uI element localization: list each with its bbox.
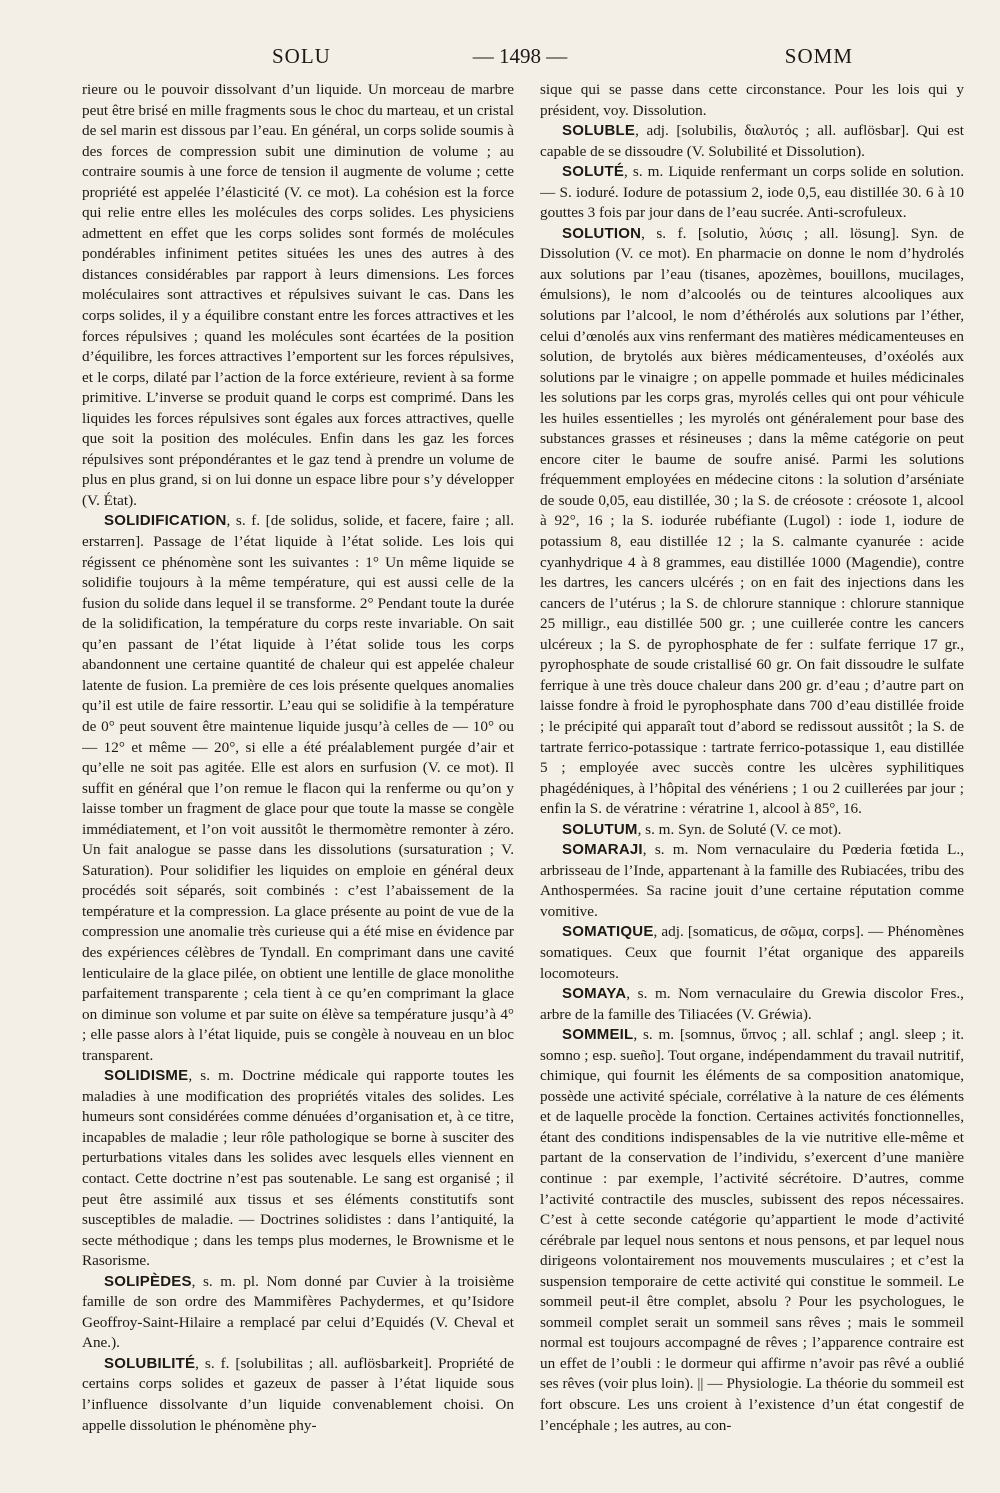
grammar-label: , s. f.: [226, 512, 261, 530]
entry-continuation: rieure ou le pouvoir dissolvant d’un liquide. Un morceau de marbre peut être brisé en mille fragments sous le choc du marteau, et un cristal de sel marin est dissous par l’eau. En général, un corps solide soumis à des forces de compression subit une diminution de volume ; au contraire soumis à une force de tension il augmente de volume ; cette propriété est appelée l’élasticité (V. ce mot). La cohésion est la force qui relie entre elles les molécules des corps solides. Les physiciens admettent en effet que les corps solides sont formés de molécules pondérables infiniment petites situées les unes des autres à des distances considérables par rapport à leurs dimensions. Les forces moléculaires sont attractives et répulsives suivant le cas. Dans les corps solides, il y a équilibre constant entre les forces attractives et les forces répulsives ; quand les molécules sont écartées de la position d’équilibre, les forces attractives l’emportent sur les forces répulsives, et le corps, dilaté par l’action de la force extérieure, revient à sa forme primitive. L’inverse se produit quand le corps est comprimé. Dans les liquides les forces répulsives sont égales aux forces attractives, quelle que soit la position des molécules. Enfin dans les gaz les forces répulsives sont prépondérantes et le gaz tend à prendre un volume de plus en plus grand, si on lui donne un espace libre pour s’y développer (V. État).: [82, 81, 514, 509]
grammar-label: , s. m.: [624, 163, 664, 181]
definition: [somaticus, de σῶμα, corps]. — Phénomènes somatiques. Ceux que fournit l’état organique des appareils locomoteurs.: [540, 923, 964, 982]
header-left-guide-word: SOLU: [272, 44, 331, 68]
headword: SOMATIQUE: [562, 923, 654, 941]
grammar-label: , s. m.: [633, 1026, 675, 1044]
headword: SOMMEIL: [562, 1026, 634, 1044]
definition: Nom vernaculaire du Grewia discolor Fres., arbre de la famille des Tiliacées (V. Gréwia).: [540, 985, 964, 1023]
headword: SOMAYA: [562, 985, 627, 1003]
entry-solidisme: [82, 1066, 514, 1271]
entry-somaya: [540, 984, 964, 1025]
left-column: [82, 80, 514, 1480]
entry-solipedes: [82, 1272, 514, 1354]
entry-continuation: sique qui se passe dans cette circonstance. Pour les lois qui y président, voy. Dissolution.: [540, 81, 964, 119]
headword: SOLUTÉ: [562, 163, 625, 181]
definition: [de solidus, solide, et facere, faire ; all. erstarren]. Passage de l’état liquide à l’état solide. Les lois qui régissent ce phénomène sont les suivantes : 1° Un même liquide se solidifie toujours à la même température, qui est aussi celle de la fusion du solide dans lequel il se transforme. 2° Pendant toute la durée de la solidification, la température du corps reste invariable. On sait qu’en passant de l’état liquide à l’état solide tous les corps abandonnent une certaine quantité de chaleur qui est appelée chaleur latente de fusion. La première de ces lois présente quelques anomalies qu’il est utile de faire ressortir. L’eau qui se solidifie à la température de 0° peut souvent être maintenue liquide jusqu’à celles de — 10° ou — 12° et même — 20°, si elle a été préalablement purgée d’air et qu’elle ne soit pas agitée. Elle est alors en surfusion (V. ce mot). Il suffit en général que l’on remue le flacon qui la renferme ou qu’on y laisse tomber un fragment de glace pour que toute la masse se congèle immédiatement, et l’on voit aussitôt le thermomètre remonter à zéro. Un fait analogue se passe dans les dissolutions (sursaturation ; V. Saturation). Pour solidifier les liquides on emploie en général deux procédés soit séparés, soit combinés : c’est l’abaissement de la température et la compression. La glace présente au point de vue de la compression une anomalie très curieuse qui a été mise en évidence par des expériences célèbres de Tyndall. En comprimant dans une cavité lenticulaire de la glace pilée, on obtient une lentille de glace monolithe parfaitement transparente ; cela tient à ce qu’en comprimant la glace on diminue son volume et par suite on élève sa température jusqu’à 4° ; elle passe alors à l’état liquide, puis se congèle à nouveau en un bloc transparent.: [82, 512, 514, 1064]
entry-solubilite: [82, 1354, 514, 1436]
headword: SOLIPÈDES: [104, 1272, 192, 1290]
entry-somaraji: [540, 840, 964, 922]
definition: Liquide renfermant un corps solide en solution. — S. ioduré. Iodure de potassium 2, iode 0,5, eau distillée 30. 6 à 10 gouttes 3 fois par jour dans de l’eau sucrée. Anti-scrofuleux.: [540, 163, 964, 222]
headword: SOMARAJI: [562, 841, 643, 859]
entry-sommeil: [540, 1025, 964, 1436]
definition: [somnus, ὕπνος ; all. schlaf ; angl. sleep ; it. somno ; esp. sueño]. Tout organe, indépendamment du travail nutritif, chimique, qui fournit les éléments de sa composition anatomique, possède une activité spéciale, corrélative à la nature de ces éléments et de laquelle procède la fonction. Certaines activités fonctionnelles, étant des conditions indispensables de la vie nutritive elle-même et partant de la conservation de l’individu, s’exercent d’une manière continue : par exemple, l’activité sécrétoire. D’autres, comme l’activité contractile des muscles, subissent des repos nécessaires. C’est à cette seconde catégorie qu’appartient le mode d’activité cérébrale par lequel nous sentons et nous pensons, et par lequel nous dirigeons volontairement nos mouvements musculaires ; et c’est la suspension temporaire de cette activité qui constitue le sommeil. Le sommeil peut-il être complet, absolu ? Pour les psychologues, le sommeil complet serait un sommeil sans rêves ; mais le sommeil normal est toujours accompagné de rêves ; l’apparence contraire est un effet de l’oubli : le dormeur qui affirme n’avoir pas rêvé a oublié ses rêves (voir plus loin). || — Physiologie. La théorie du sommeil est fort obscure. Les uns croient à l’existence d’un état congestif de l’encéphale ; les autres, au con-: [540, 1026, 964, 1434]
headword: SOLUTION: [562, 224, 642, 242]
definition: Nom donné par Cuvier à la troisième famille de son ordre des Mammifères Pachydermes, et qu’Isidore Geoffroy-Saint-Hilaire a remplacé par celui d’Equidés (V. Cheval et Ane.).: [82, 1272, 514, 1352]
entry-solidification: [82, 511, 514, 1066]
grammar-label: , s. f.: [641, 224, 687, 242]
grammar-label: , s. f.: [195, 1354, 230, 1372]
header-right-guide-word: SOMM: [784, 44, 853, 68]
entry-somatique: [540, 922, 964, 984]
headword: SOLUTUM: [562, 820, 638, 838]
definition: Nom vernaculaire du Pœderia fœtida L., arbrisseau de l’Inde, appartenant à la famille des Rubiacées, tribu des Anthospermées. Sa racine jouit d’une certaine réputation comme vomitive.: [540, 841, 964, 920]
definition: Syn. de Soluté (V. ce mot).: [674, 820, 842, 838]
grammar-label: , adj.: [635, 122, 669, 140]
definition: [solutio, λύσις ; all. lösung]. Syn. de Dissolution (V. ce mot). En pharmacie on donne le nom d’hydrolés aux solutions par l’eau (tisanes, apozèmes, bouillons, mucilages, émulsions), le nom d’alcoolés ou de teintures alcooliques aux solutions par l’alcool, le nom d’éthérolés aux solutions par l’éther, celui d’œnolés aux vins renfermant des matières médicamenteuses en solution, de brytolés aux bières médicamenteuses, d’oxéolés aux solutions par le vinaigre ; on appelle pommade et huiles médicinales les solutions par les corps gras, myrolés celles qui ont pour véhicule les huiles essentielles ; les myrolés ont généralement pour base des substances grasses et résineuses ; dans la même catégorie on peut encore citer le baume de soufre anisé. Parmi les solutions fréquemment employées en médecine citons : la solution d’arséniate de soude 0,05, eau distillée, 30 ; la S. de créosote : créosote 1, alcool à 92°, 16 ; la S. iodurée rubéfiante (Lugol) : iode 1, iodure de potassium 8, eau distillée 12 ; la S. calmante cyanurée : acide cyanhydrique 4 à 8 grammes, eau distillée 1000 (Magendie), contre les dartres, les cancers ulcérés ; on en fait des injections dans les cancers de l’utérus ; la S. de chlorure stannique : chlorure stannique 25 milligr., eau distillée 500 gr. ; une cuillerée contre les cancers ulcéreux ; la S. de pyrophosphate de fer : sulfate ferrique 17 gr., pyrophosphate de soude cristallisé 60 gr. On fait dissoudre le sulfate ferrique à une très douce chaleur dans 200 gr. d’eau ; d’autre part on laisse fondre à froid le pyrophosphate dans 700 d’eau distillée froide ; le précipité qui apparaît tout d’abord se redissout aussitôt ; la S. de tartrate ferrico-potassique : tartrate ferrico-potassique 1, eau distillée 5 ; employée avec succès contre les ulcères syphilitiques phagédéniques, à l’hôpital des vénériens ; 1 ou 2 cuillerées par jour ; enfin la S. de vératrine : vératrine 1, alcool à 85°, 16.: [540, 224, 964, 818]
headword: SOLIDIFICATION: [104, 512, 227, 530]
grammar-label: , s. m.: [637, 820, 675, 838]
grammar-label: , s. m.: [642, 841, 689, 859]
entry-solute: [540, 162, 964, 224]
entry-solution: [540, 224, 964, 820]
entry-solutum: [540, 820, 964, 841]
grammar-label: , s. m.: [188, 1067, 234, 1085]
right-column: [540, 80, 964, 1480]
definition: [solubilis, διαλυτός ; all. auflösbar]. Qui est capable de se dissoudre (V. Solubilité et Dissolution).: [540, 122, 964, 160]
entry-soluble: [540, 121, 964, 162]
definition: Doctrine médicale qui rapporte toutes les maladies à une modification des propriétés vitales des solides. Les humeurs sont considérées comme dénuées d’organisation et, à ce titre, incapables de maladie ; leur rôle pathologique se borne à susciter des perturbations vitales dans les solides avec lesquels elles viennent en contact. Cette doctrine n’est pas soutenable. Le sang est organisé ; il peut être assimilé aux tissus et ses éléments constitutifs sont susceptibles de maladie. — Doctrines solidistes : dans l’antiquité, la secte méthodique ; dans les temps plus modernes, le Brownisme et le Rasorisme.: [82, 1067, 514, 1270]
headword: SOLUBLE: [562, 122, 636, 140]
page-number: — 1498 —: [472, 44, 568, 68]
grammar-label: , s. m. pl.: [191, 1272, 259, 1290]
headword: SOLIDISME: [104, 1067, 189, 1085]
grammar-label: , s. m.: [626, 985, 671, 1003]
running-header: [82, 44, 958, 78]
headword: SOLUBILITÉ: [104, 1354, 196, 1372]
grammar-label: , adj.: [653, 923, 684, 941]
definition: [solubilitas ; all. auflösbarkeit]. Propriété de certains corps solides et gazeux de passer à l’état liquide sous l’influence dissolvante d’un liquide convenablement choisi. On appelle dissolution le phénomène phy-: [82, 1354, 514, 1434]
